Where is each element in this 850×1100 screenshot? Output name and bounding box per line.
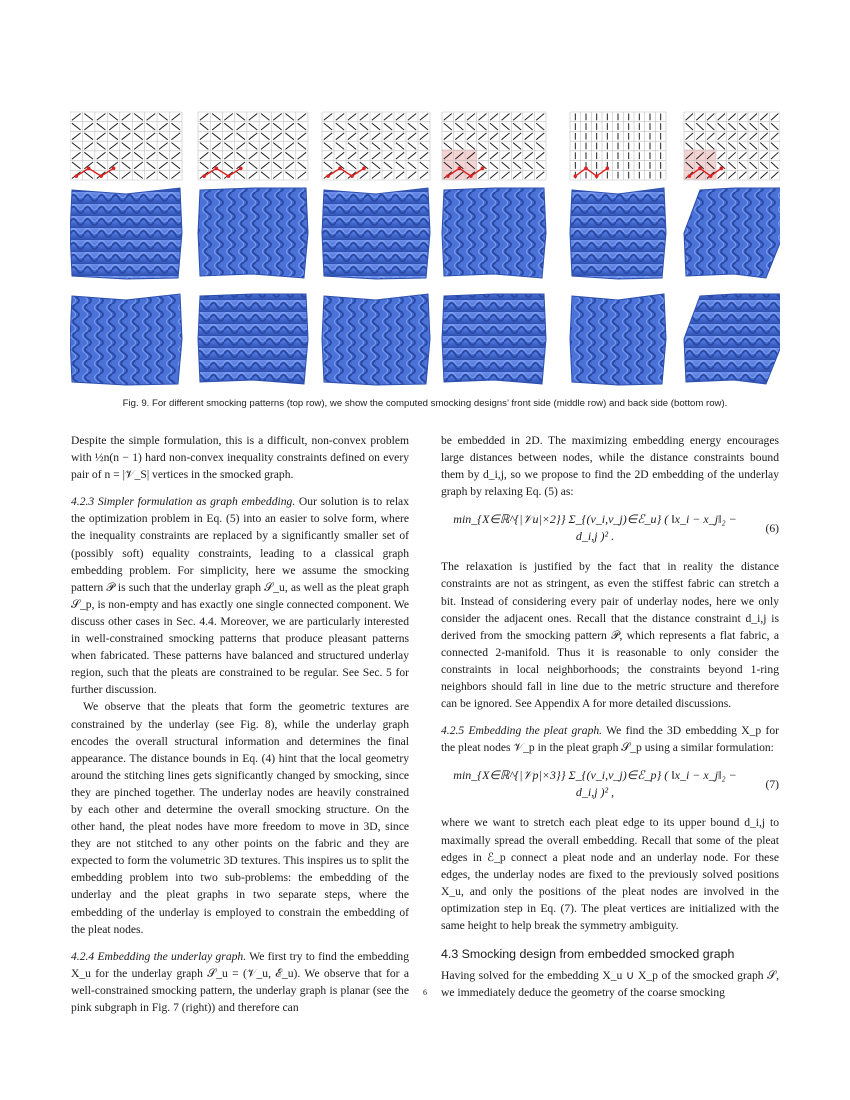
smocking-pattern-1 <box>70 112 182 180</box>
section-heading-4-2-3: 4.2.3 Simpler formulation as graph embedding. <box>71 495 296 509</box>
smocking-pattern-2 <box>198 112 308 180</box>
figure-caption: Fig. 9. For different smocking patterns (top row), we show the computed smocking designs’ front side (middle row) and back side (bottom row). <box>122 398 728 409</box>
smocking-pattern-3 <box>322 112 430 180</box>
fabric-front-4 <box>442 188 546 278</box>
fabric-back-4 <box>442 294 546 384</box>
fabric-front-5 <box>570 188 666 279</box>
paragraph-stretch: where we want to stretch each pleat edge to its upper bound d_i,j to maximally spread the overall embedding. Recall that some of the pleat edges in ℰ_p connect a pleat node and an underlay node. For these edges, the underlay nodes are fixed to the previously solved positions X_u, and only the positions of the pleat nodes are involved in the optimization step in Eq. (7). The pleat vertices are initialized with the same height to help break the symmetry ambiguity. <box>441 816 779 932</box>
paragraph-intro: Despite the simple formulation, this is a difficult, non-convex problem with ½n(n − 1) hard non-convex inequality constraints defined on every pair of n = |𝒱_S| vertices in the smocked graph. <box>71 434 409 482</box>
paragraph-having-solved: Having solved for the embedding X_u ∪ X_p of the smocked graph 𝒮, we immediately deduce the geometry of the coarse smocking <box>441 969 779 1000</box>
section-body-4-2-4: We first try to find the embedding X_u for the underlay graph 𝒮_u = (𝒱_u, ℰ_u). We observe that for a well-constrained smocking pattern, the underlay graph is planar (see the pink subgraph in Fig. 7 (right)) and therefore can <box>71 949 410 1014</box>
section-body-4-2-5: We find the 3D embedding X_p for the pleat nodes 𝒱_p in the pleat graph 𝒮_p using a similar formulation: <box>441 724 780 755</box>
left-column <box>71 432 409 1016</box>
section-heading-4-3: 4.3 Smocking design from embedded smocked graph <box>441 947 735 962</box>
section-heading-4-2-5: 4.2.5 Embedding the pleat graph. <box>441 724 603 738</box>
smocking-pattern-6 <box>684 112 780 180</box>
fabric-front-1 <box>70 188 182 279</box>
page-number: 6 <box>423 988 427 997</box>
equation-6-number: (6) <box>765 521 779 535</box>
figure-9 <box>70 108 780 398</box>
equation-7 <box>441 764 779 804</box>
fabric-front-3 <box>322 188 430 279</box>
section-heading-4-2-4: 4.2.4 Embedding the underlay graph. <box>71 949 247 963</box>
paragraph-pleats: We observe that the pleats that form the geometric textures are constrained by the underlay (see Fig. 8), while the underlay graph encodes the overall structural information and determines the final appearance. The distance bounds in Eq. (4) hint that the local geometry around the stitching lines gets significantly changed by smocking, since they are pinched together. The underlay nodes are heavily constrained by each other and determine the overall smocking structure. On the other hand, the pleat nodes have more freedom to move in 3D, since they are not stitched to any other points on the fabric and they are expected to form the volumetric 3D textures. This inspires us to split the embedding problem into two sub-problems: the embedding of the underlay and the pleat graphs in two separate steps, where the embedding of the underlay is employed to constrain the embedding of the pleat nodes. <box>71 700 409 936</box>
fabric-back-6 <box>684 294 780 384</box>
section-4-2-4 <box>71 948 409 1016</box>
smocking-pattern-4 <box>442 112 546 180</box>
section-body-4-2-3: Our solution is to relax the optimization problem in Eq. (5) into an easier to solve form, where the inequality constraints are replaced by a significantly smaller set of (possibly soft) equality constraints, leading to a classical graph embedding problem. For simplicity, here we assume the smocking pattern 𝒫 is such that the underlay graph 𝒮_u, as well as the pleat graph 𝒮_p, is non-empty and has exactly one single connected component. We discuss other cases in Sec. 4.4. Moreover, we are particularly interested in well-constrained smocking patterns that produce pleasant patterns when fabricated. These patterns have balanced and structured underlay region, such that the pleats are constrained to be regular. See Sec. 5 for further discussion. <box>71 495 409 697</box>
section-4-2-5 <box>441 722 779 756</box>
equation-7-number: (7) <box>765 777 779 791</box>
equation-6-body: min_{X∈ℝ^{|𝒱u|×2}} Σ_{(v_i,v_j)∈ℰ_u} ( ‖x_i − x_j‖₂ − d_i,j )² . <box>453 512 737 544</box>
equation-6 <box>441 508 779 548</box>
fabric-back-2 <box>198 294 308 384</box>
right-column <box>441 432 779 1001</box>
section-4-2-3 <box>71 493 409 698</box>
fabric-front-2 <box>198 188 308 278</box>
fabric-front-6 <box>684 188 780 278</box>
paragraph-embed-2d: be embedded in 2D. The maximizing embedding energy encourages large distances between nodes, while the distance constraints bound them by d_i,j, so we propose to find the 2D embedding of the underlay graph by relaxing Eq. (5) as: <box>441 434 779 499</box>
fabric-back-5 <box>570 294 666 385</box>
equation-7-body: min_{X∈ℝ^{|𝒱p|×3}} Σ_{(v_i,v_j)∈ℰ_p} ( ‖x_i − x_j‖₂ − d_i,j )² , <box>453 768 737 800</box>
paragraph-relaxation: The relaxation is justified by the fact that in reality the distance constraints are not as stringent, as even the stiffest fabric can stretch a bit. Instead of considering every pair of underlay nodes, here we only consider the adjacent ones. Recall that the distance constraint d_i,j is derived from the smocking pattern 𝒫, which represents a flat fabric, a connected 2-manifold. Thus it is reasonable to only consider the constraints in local neighborhoods; the constraints beyond 1-ring neighbors should fall in line due to the metric structure and therefore can be ignored. See Appendix A for more detailed discussions. <box>441 560 779 711</box>
fabric-back-1 <box>70 294 182 385</box>
smocking-pattern-5 <box>570 112 666 180</box>
fabric-back-3 <box>322 294 430 385</box>
